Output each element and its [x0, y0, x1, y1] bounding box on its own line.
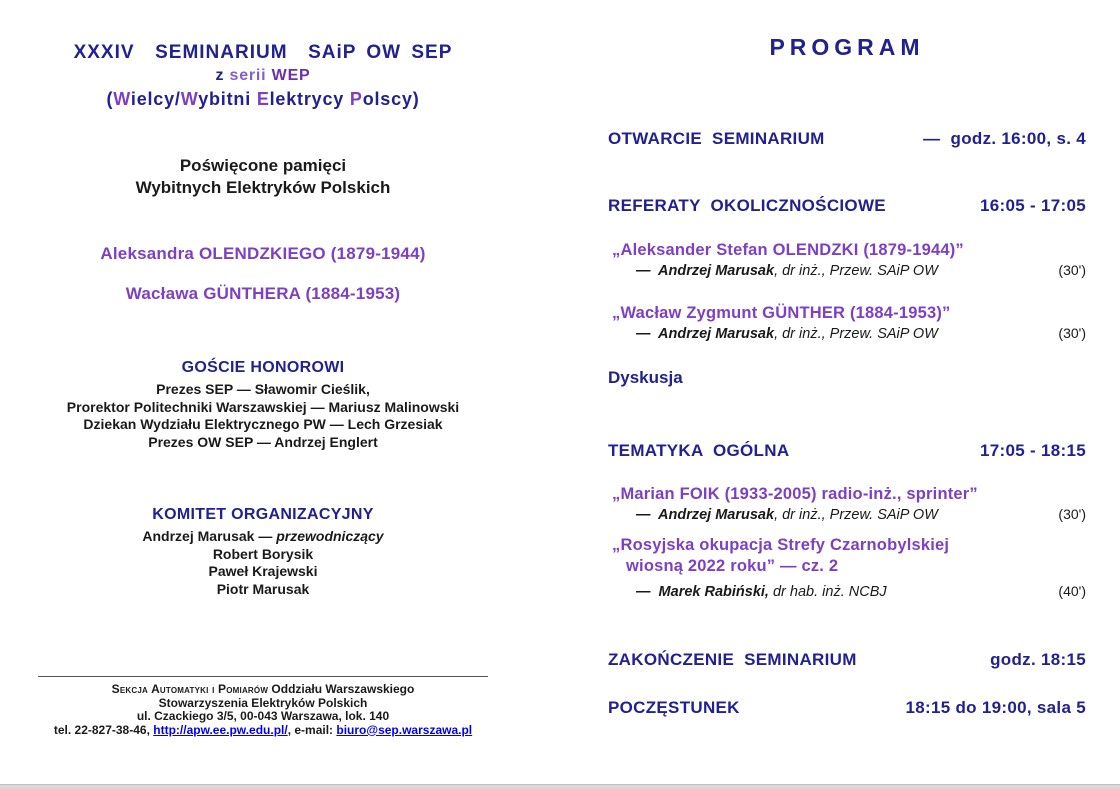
talk-title: [608, 535, 1086, 577]
footer-org-name: Sekcja Automatyki i Pomiarów: [111, 682, 269, 696]
talk-title-line1: „Rosyjska okupacja Strefy Czarnobylskiej: [612, 536, 950, 554]
agenda-general-topics-time: 17:05 - 18:15: [980, 441, 1086, 460]
talk-speaker-row: [608, 582, 1086, 602]
speaker-details: dr hab. inż. NCBJ: [768, 584, 887, 600]
dedication-line2: Wybitnych Elektryków Polskich: [135, 178, 391, 197]
talk-speaker: [636, 262, 938, 281]
committee-member: Piotr Marusak: [216, 580, 310, 597]
organizing-committee-heading: KOMITET ORGANIZACYJNY: [152, 506, 374, 523]
talk-speaker-row: [608, 505, 1086, 525]
agenda-general-topics-label: TEMATYKA OGÓLNA: [608, 441, 790, 460]
talk-gunther: [608, 303, 1086, 344]
agenda-opening-time: — godz. 16:00, s. 4: [923, 129, 1086, 148]
talk-speaker-row: [608, 324, 1086, 344]
title3-seg: lektrycy: [269, 89, 350, 109]
program-heading: PROGRAM: [769, 34, 925, 60]
talk-olendzki: [608, 240, 1086, 281]
title3-seg: E: [256, 89, 270, 109]
right-page: [608, 0, 1086, 719]
honorary-guests-list: [30, 381, 496, 451]
footer-org-line: [30, 683, 496, 697]
agenda-occasional-talks-label: REFERATY OKOLICZNOŚCIOWE: [608, 196, 886, 215]
agenda-closing: [608, 649, 1086, 671]
honorary-guests-heading: GOŚCIE HONOROWI: [181, 359, 345, 376]
dedication-line1: Poświęcone pamięci: [179, 156, 347, 175]
title3-seg: P: [349, 89, 363, 109]
committee-member: Paweł Krajewski: [208, 563, 318, 579]
footer-street-address: ul. Czackiego 3/5, 00-043 Warszawa, lok. 140: [136, 709, 390, 724]
agenda-occasional-talks: [608, 195, 1086, 217]
guest-item: Dziekan Wydziału Elektrycznego PW — Lech Grzesiak: [83, 416, 443, 432]
email-link[interactable]: biuro@sep.warszawa.pl: [336, 722, 473, 737]
committee-chair: [30, 528, 496, 546]
agenda-opening: [608, 128, 1086, 150]
footer-contact-line: [30, 724, 496, 738]
honoree-gunther: Wacława GÜNTHERA (1884-1953): [125, 284, 401, 303]
speaker-name: — Marek Rabiński,: [636, 584, 769, 600]
talk-duration: (30'): [1058, 506, 1086, 522]
left-page: [30, 0, 496, 737]
committee-member: Robert Borysik: [212, 545, 314, 562]
guest-item: Prorektor Politechniki Warszawskiej — Mariusz Malinowski: [66, 398, 460, 415]
page-bottom-edge: [0, 784, 1120, 789]
talk-speaker: [636, 325, 938, 344]
footer-org-branch: Oddziału Warszawskiego: [268, 682, 415, 696]
talk-duration: (30'): [1058, 262, 1086, 278]
talk-foik: [608, 484, 1086, 525]
talk-title: „Wacław Zygmunt GÜNTHER (1884-1953)”: [612, 304, 951, 322]
title2-serii: serii: [229, 67, 272, 84]
seminar-title: [30, 0, 496, 111]
title3-seg: ielcy/: [130, 89, 181, 109]
speaker-name: — Andrzej Marusak: [636, 326, 775, 342]
talk-speaker-row: [608, 261, 1086, 281]
website-link[interactable]: http://apw.ee.pw.edu.pl/: [153, 722, 288, 737]
seminar-title-line1: XXXIV SEMINARIUM SAiP OW SEP: [73, 42, 453, 63]
committee-chair-role: przewodniczący: [276, 528, 384, 544]
title3-seg: W: [113, 89, 131, 109]
organizing-committee-section: [30, 505, 496, 598]
title3-seg: olscy): [362, 89, 420, 109]
agenda-refreshments-label: POCZĘSTUNEK: [608, 698, 740, 717]
organizing-committee-list: [30, 528, 496, 598]
agenda-refreshments-time: 18:15 do 19:00, sala 5: [905, 698, 1086, 717]
footer-association: Stowarzyszenia Elektryków Polskich: [158, 695, 368, 710]
guest-item: Prezes SEP — Sławomir Cieślik,: [156, 381, 370, 397]
footer-phone: tel. 22-827-38-46,: [53, 722, 154, 737]
footer-address: [30, 676, 496, 737]
talk-duration: (40'): [1058, 583, 1086, 599]
honoree-olendzki: Aleksandra OLENDZKIEGO (1879-1944): [100, 244, 426, 263]
seminar-title-line2: [30, 65, 496, 87]
title3-seg: (: [106, 89, 114, 109]
guest-item: Prezes OW SEP — Andrzej Englert: [148, 433, 378, 450]
seminar-title-line3: [30, 87, 496, 111]
committee-chair-name: Andrzej Marusak —: [142, 528, 277, 544]
speaker-name: — Andrzej Marusak: [636, 263, 775, 279]
footer-email-label: , e-mail:: [287, 722, 337, 737]
talk-speaker: [636, 583, 887, 602]
agenda-general-topics: [608, 440, 1086, 462]
agenda-opening-label: OTWARCIE SEMINARIUM: [608, 129, 825, 148]
agenda-refreshments: [608, 697, 1086, 719]
speaker-details: , dr inż., Przew. SAiP OW: [774, 326, 938, 342]
talk-title: „Marian FOIK (1933-2005) radio-inż., sprinter”: [612, 485, 978, 503]
talk-speaker: [636, 506, 938, 525]
agenda-occasional-talks-time: 16:05 - 17:05: [980, 196, 1086, 215]
dedication: [30, 155, 496, 199]
agenda-closing-label: ZAKOŃCZENIE SEMINARIUM: [608, 650, 857, 669]
talk-title: „Aleksander Stefan OLENDZKI (1879-1944)”: [612, 241, 964, 259]
footer-divider: [38, 676, 488, 677]
title2-z: z: [215, 67, 230, 84]
agenda-closing-time: godz. 18:15: [990, 650, 1086, 669]
title2-wep: WEP: [271, 67, 311, 84]
speaker-details: , dr inż., Przew. SAiP OW: [774, 263, 938, 279]
title3-seg: ybitni: [198, 89, 257, 109]
talk-chernobyl: [608, 535, 1086, 602]
speaker-details: , dr inż., Przew. SAiP OW: [774, 507, 938, 523]
title3-seg: W: [180, 89, 199, 109]
discussion-label: Dyskusja: [608, 368, 683, 387]
speaker-name: — Andrzej Marusak: [636, 507, 775, 523]
talk-title-line2: wiosną 2022 roku” — cz. 2: [626, 557, 839, 575]
talk-duration: (30'): [1058, 325, 1086, 341]
honorary-guests-section: [30, 358, 496, 451]
